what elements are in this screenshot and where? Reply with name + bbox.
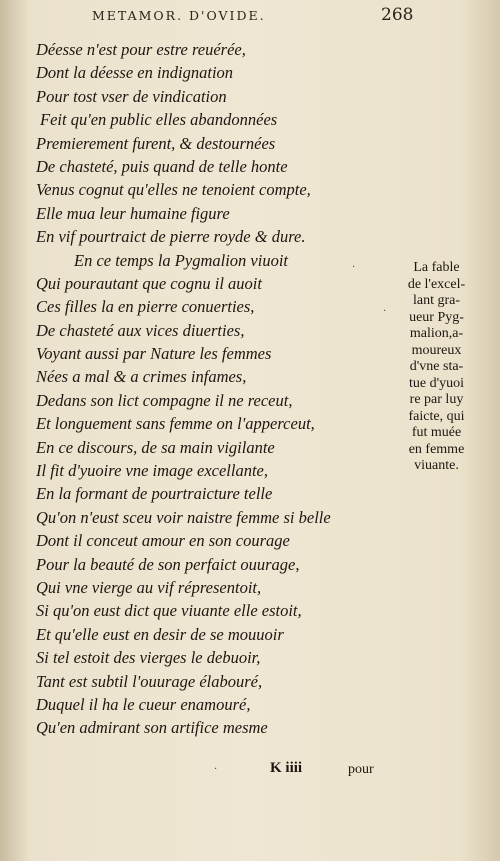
page-number: 268	[381, 5, 414, 25]
verse-line: Qu'en admirant son artifice mesme	[36, 718, 268, 738]
verse-line: Et qu'elle eust en desir de se mouuoir	[36, 624, 284, 644]
verse-line: Elle mua leur humaine figure	[36, 203, 230, 223]
verse-line: Qui pourautant que cognu il auoit	[36, 273, 262, 293]
verse-line: Qui vne vierge au vif répresentoit,	[36, 577, 262, 597]
verse-line: Qu'on n'eust sceu voir naistre femme si belle	[36, 507, 331, 527]
marginal-note-line: lant gra-	[412, 293, 461, 308]
verse-line: Tant est subtil l'ouurage élabouré,	[36, 671, 263, 691]
ink-speck: ·	[383, 306, 387, 317]
signature-mark: K iiii	[270, 760, 303, 776]
verse-line: Nées a mal & a crimes infames,	[36, 367, 247, 387]
ink-speck: ·	[352, 262, 356, 273]
marginal-note-line: La fable	[413, 260, 460, 275]
verse-line-paragraph-start: En ce temps la Pygmalion viuoit	[74, 250, 288, 270]
verse-line: Si tel estoit des vierges le debuoir,	[36, 648, 261, 668]
running-title: METAMOR. D'OVIDE.	[92, 8, 266, 23]
verse-line: En vif pourtraict de pierre royde & dure.	[36, 227, 306, 247]
verse-line: Voyant aussi par Nature les femmes	[36, 344, 272, 364]
verse-line: Premierement furent, & destournées	[36, 133, 276, 153]
marginal-note-line: malion,a-	[409, 326, 464, 341]
marginal-note-line: de l'excel-	[407, 276, 466, 292]
marginal-note-line: en femme	[408, 441, 465, 457]
marginal-note-line: ueur Pyg-	[409, 309, 464, 325]
verse-line: Venus cognut qu'elles ne tenoient compte,	[36, 180, 311, 200]
verse-line: En ce discours, de sa main vigilante	[36, 437, 275, 457]
marginal-note-line: re par luy	[409, 392, 464, 407]
marginal-note-line: moureux	[411, 342, 462, 358]
verse-line: Déesse n'est pour estre reuérée,	[36, 40, 246, 59]
verse-line: Duquel il ha le cueur enamouré,	[36, 694, 251, 714]
marginal-note-line: faicte, qui	[408, 408, 465, 424]
verse-block	[36, 38, 376, 740]
verse-line: Ces filles la en pierre conuerties,	[36, 297, 255, 317]
marginal-note-line: viuante.	[414, 458, 459, 473]
verse-line: En la formant de pourtraicture telle	[36, 484, 273, 504]
verse-line: Dont la déesse en indignation	[36, 63, 234, 83]
catchword: pour	[348, 762, 374, 777]
marginal-note-line: tue d'yuoi	[408, 375, 464, 391]
marginal-note	[384, 260, 489, 475]
verse-line: Pour la beauté de son perfaict ouurage,	[36, 554, 300, 574]
verse-line: Pour tost vser de vindication	[36, 86, 227, 106]
verse-line: Dedans son lict compagne il ne receut,	[36, 390, 293, 410]
verse-line: Dont il conceut amour en son courage	[36, 531, 290, 551]
verse-line: De chasteté aux vices diuerties,	[36, 320, 245, 340]
verse-line: De chasteté, puis quand de telle honte	[36, 156, 288, 176]
marginal-note-line: fut muée	[411, 425, 462, 440]
verse-line: Et longuement sans femme on l'apperceut,	[36, 414, 315, 434]
verse-line: Feit qu'en public elles abandonnées	[40, 110, 278, 130]
marginal-note-line: d'vne sta-	[409, 359, 464, 374]
verse-line: Il fit d'yuoire vne image excellante,	[36, 461, 268, 481]
verse-line: Si qu'on eust dict que viuante elle estoit,	[36, 601, 302, 621]
ink-speck: ·	[214, 764, 218, 775]
